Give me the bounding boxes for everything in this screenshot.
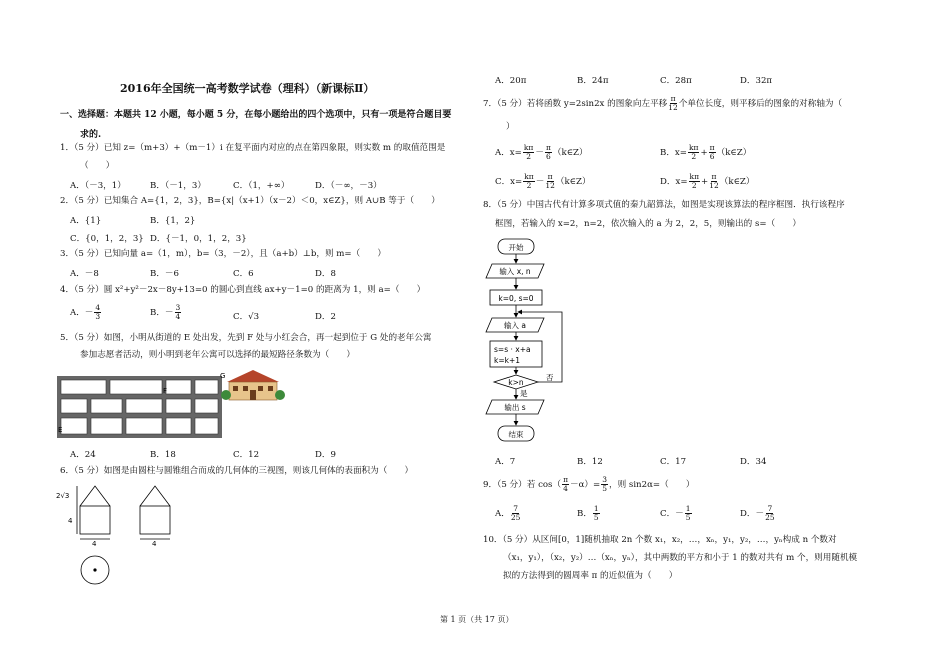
q3-option-c: C．6 (233, 269, 254, 279)
label-g: G (220, 372, 226, 380)
flow-no: 否 (546, 373, 554, 382)
flow-init: k=0, s=0 (498, 294, 534, 303)
flow-yes: 是 (520, 389, 528, 398)
q9-option-a: A． $\frac{7}{25}$ (495, 504, 521, 522)
label-width-4a: 4 (92, 540, 97, 548)
q6-option-d: D．32π (740, 76, 773, 86)
senior-home-building-icon (221, 370, 285, 400)
question-9-stem: 9．（5 分）若 cos（ $\frac{\pi}{4}$ －α）= $\frac{3}{5}$ ，则 sin2α=（ ） (483, 475, 695, 493)
flowchart-figure (478, 236, 588, 446)
label-2root3: 2√3 (56, 492, 70, 500)
flow-update-k: k=k+1 (494, 356, 521, 365)
three-view-figure (55, 483, 195, 591)
flow-output: 输出 s (504, 403, 526, 412)
question-7-stem: 7．（5 分）若将函数 y=2sin2x 的图象向左平移 $\frac{\pi}{12}$ 个单位长度，则平移后的图象的对称轴为（ (483, 94, 843, 112)
question-8-stem: 8．（5 分）中国古代有计算多项式值的秦九韶算法，如图是实现该算法的程序框图．执行该程序 (483, 200, 845, 210)
q2-option-d: D．{－1，0，1，2，3} (150, 234, 247, 244)
question-8-stem-cont: 框图，若输入的 x=2，n=2，依次输入的 a 为 2，2，5，则输出的 s=（ ） (495, 219, 801, 229)
q8-option-a: A．7 (495, 457, 516, 467)
q2-option-b: B．{1，2} (150, 216, 196, 226)
question-7-stem-cont: ） (506, 122, 515, 132)
flow-input-xn: 输入 x, n (499, 267, 531, 276)
flow-input-a: 输入 a (504, 321, 526, 330)
label-height-4: 4 (68, 517, 73, 525)
q5-option-c: C．12 (233, 450, 260, 460)
q7-option-b: B．x= $\frac{k\pi}{2}$ + $\frac{\pi}{6}$ （k∈Z） (660, 143, 752, 161)
q5-option-b: B．18 (150, 450, 176, 460)
q9-option-c: C．－ $\frac{1}{5}$ (660, 504, 691, 522)
q6-option-b: B．24π (577, 76, 609, 86)
page-title: 2016年全国统一高考数学试卷（理科）（新课标Ⅱ） (120, 82, 375, 95)
q1-option-c: C．（1，+∞） (233, 181, 290, 191)
q6-option-c: C．28π (660, 76, 692, 86)
question-2-stem: 2．（5 分）已知集合 A={1，2，3}，B={x|（x+1）（x－2）＜0，x∈Z}，则 A∪B 等于（ ） (60, 196, 440, 206)
label-f: F (163, 387, 168, 395)
street-grid-figure (55, 368, 285, 440)
question-3-stem: 3．（5 分）已知向量 a=（1，m），b=（3，－2），且（a+b）⊥b，则 m=（ ） (60, 249, 387, 259)
q2-option-c: C．{0，1，2，3} (70, 234, 144, 244)
question-4-stem: 4．（5 分）圆 x²+y²－2x－8y+13=0 的圆心到直线 ax+y－1=0 的距离为 1，则 a=（ ） (60, 285, 426, 295)
q7-option-c: C．x= $\frac{k\pi}{2}$ － $\frac{\pi}{12}$ （k∈Z） (495, 172, 591, 190)
page-footer: 第 1 页（共 17 页） (440, 615, 514, 624)
q9-option-d: D．－ $\frac{7}{25}$ (740, 504, 775, 522)
q5-option-d: D．9 (315, 450, 336, 460)
question-5-stem: 5．（5 分）如图，小明从街道的 E 处出发，先到 F 处与小红会合，再一起到位于 G 处的老年公寓 (60, 333, 432, 343)
label-e: E (58, 426, 63, 434)
section-heading: 一、选择题：本题共 12 小题，每小题 5 分，在每小题给出的四个选项中，只有一项是符合题目要 (60, 110, 452, 120)
section-heading-cont: 求的. (80, 130, 102, 140)
label-width-4b: 4 (152, 540, 157, 548)
question-5-stem-cont: 参加志愿者活动，则小明到老年公寓可以选择的最短路径条数为（ ） (80, 350, 356, 360)
flow-end: 结束 (508, 430, 524, 439)
q4-option-d: D．2 (315, 312, 336, 322)
q6-option-a: A．20π (495, 76, 527, 86)
q7-option-a: A．x= $\frac{k\pi}{2}$ － $\frac{\pi}{6}$ （k∈Z） (495, 143, 588, 161)
question-10-stem: 10．（5 分）从区间[0，1]随机抽取 2n 个数 x₁，x₂，…，xₙ，y₁，y₂，…，yₙ构成 n 个数对 (483, 535, 837, 545)
flow-update-s: s=s · x+a (494, 345, 531, 354)
q3-option-a: A．－8 (70, 269, 99, 279)
question-10-stem-cont2: 拟的方法得到的圆周率 π 的近似值为（ ） (503, 571, 678, 581)
q8-option-b: B．12 (577, 457, 603, 467)
q1-option-a: A．（－3，1） (70, 181, 126, 191)
flow-start: 开始 (508, 243, 524, 252)
q1-option-b: B．（－1，3） (150, 181, 206, 191)
q3-option-d: D．8 (315, 269, 336, 279)
question-10-stem-cont: （x₁，y₁），（x₂，y₂）…（xₙ，yₙ），其中两数的平方和小于 1 的数对共有 m 个，则用随机模 (503, 553, 858, 563)
q4-option-b: B．－ $\frac{3}{4}$ (150, 303, 181, 321)
q4-option-c: C．√3 (233, 312, 260, 322)
question-1-stem-cont: （ ） (80, 161, 115, 171)
q7-option-d: D．x= $\frac{k\pi}{2}$ + $\frac{\pi}{12}$ （k∈Z） (660, 172, 755, 190)
question-1-stem: 1．（5 分）已知 z=（m+3）+（m－1）i 在复平面内对应的点在第四象限，则实数 m 的取值范围是 (60, 143, 446, 153)
q9-option-b: B． $\frac{1}{5}$ (577, 504, 599, 522)
q8-option-d: D．34 (740, 457, 767, 467)
q1-option-d: D．（－∞，－3） (315, 181, 382, 191)
flow-condition: k>n (508, 378, 524, 387)
q2-option-a: A．{1} (70, 216, 102, 226)
q8-option-c: C．17 (660, 457, 687, 467)
q5-option-a: A．24 (70, 450, 96, 460)
question-6-stem: 6．（5 分）如图是由圆柱与圆锥组合而成的几何体的三视图，则该几何体的表面积为（ ） (60, 466, 414, 476)
q3-option-b: B．－6 (150, 269, 179, 279)
q4-option-a: A．－ $\frac{4}{3}$ (70, 303, 101, 321)
